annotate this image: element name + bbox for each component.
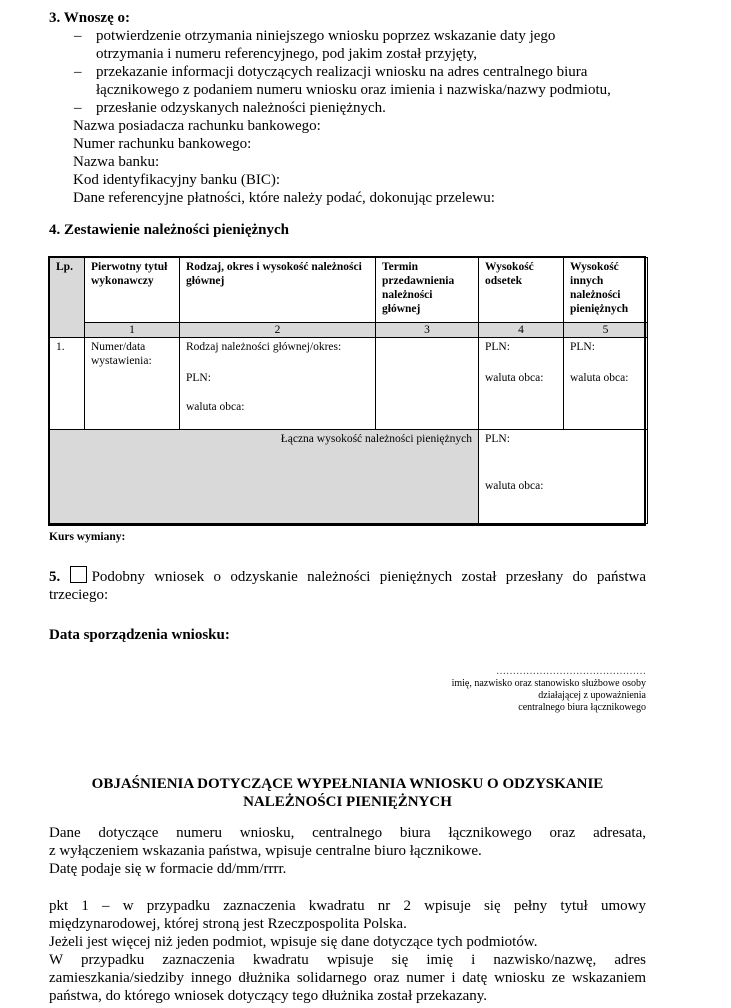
list-dash: – [74,64,82,80]
p1-line3: Datę podaje się w formacie dd/mm/rrrr. [49,861,287,877]
column-number: 4 [479,323,564,338]
section-5-text-line1: Podobny wniosek o odzyskanie należności pieniężnych został przesłany do państwa [91,569,647,585]
column-number: 2 [180,323,376,338]
p2-line4: W przypadku zaznaczenia kwadratu wpisuje się imię i nazwisko/nazwę, adres [49,952,646,968]
column-header-original-title: Pierwotny tytuł wykonawczy [85,258,180,323]
row-other-claims-field[interactable] [564,338,648,430]
column-number: 1 [85,323,180,338]
explanation-paragraph-1 [49,824,646,878]
list-dash: – [74,28,82,44]
similar-request-checkbox[interactable] [70,566,87,583]
explanations-title-line2: NALEŻNOŚCI PIENIĘŻNYCH [243,794,452,810]
bank-name-label: Nazwa banku: [73,154,160,170]
main-claim-foreign-label: waluta obca: [186,401,245,413]
list-item-1-line1: potwierdzenie otrzymania niniejszego wniosku poprzez wskazanie daty jego [96,28,556,44]
signature-dotted-line: ……………………………………… [496,666,646,677]
p2-line6: państwa, do którego wniosek dotyczący tego dłużnika został przekazany. [49,988,488,1004]
p2-line1: pkt 1 – w przypadku zaznaczenia kwadratu nr 2 wpisuje się pełny tytuł umowy [49,898,646,914]
bank-fields [73,117,495,207]
column-number-row [50,323,648,338]
p2-line2: międzynarodowej, której stroną jest Rzeczpospolita Polska. [49,916,407,932]
payment-reference-label: Dane referencyjne płatności, które należy podać, dokonując przelewu: [73,190,495,206]
main-claim-pln-label: PLN: [186,372,211,384]
row-lp: 1. [50,338,85,430]
column-header-main-claim: Rodzaj, okres i wysokość należności głównej [180,258,376,323]
section-3-list [0,27,731,117]
explanations-title [49,775,646,811]
explanations-title-line1: OBJAŚNIENIA DOTYCZĄCE WYPEŁNIANIA WNIOSKU O ODZYSKANIE [91,776,604,792]
section-5-text-line2: trzeciego: [49,587,109,603]
row-limitation-field[interactable] [376,338,479,430]
signature-block [380,666,646,714]
row-main-claim-field[interactable] [180,338,376,430]
list-item-3: przesłanie odzyskanych należności pieniężnych. [96,100,386,116]
section-3-heading: 3. Wnoszę o: [49,10,130,26]
exchange-rate-label: Kurs wymiany: [49,531,126,543]
main-claim-type-label: Rodzaj należności głównej/okres: [186,341,342,353]
table-row [50,338,648,430]
signature-caption-line2: działającej z upoważnienia [538,690,646,701]
total-label: Łączna wysokość należności pieniężnych [50,430,479,524]
table-header-row [50,258,648,323]
column-number: 3 [376,323,479,338]
bank-account-holder-label: Nazwa posiadacza rachunku bankowego: [73,118,321,134]
list-item-2-line2: łącznikowego z podaniem numeru wniosku oraz imienia i nazwiska/nazwy podmiotu, [96,82,611,98]
explanation-paragraph-2 [49,897,646,1005]
row-number-date-field[interactable]: Numer/data wystawienia: [85,338,180,430]
p1-line2: z wyłączeniem wskazania państwa, wpisuje centralne biuro łącznikowe. [49,843,482,859]
bank-account-number-label: Numer rachunku bankowego: [73,136,252,152]
total-foreign-label: waluta obca: [485,480,544,492]
list-dash: – [74,100,82,116]
section-5-number: 5. [49,569,61,585]
total-row [50,430,648,524]
signature-caption-line1: imię, nazwisko oraz stanowisko służbowe osoby [451,678,646,689]
total-pln-label: PLN: [485,433,510,445]
section-5 [49,566,646,604]
column-header-interest: Wysokość odsetek [479,258,564,323]
interest-foreign-label: waluta obca: [485,372,544,384]
p1-line1: Dane dotyczące numeru wniosku, centralnego biura łącznikowego oraz adresata, [49,825,646,841]
column-header-other-claims: Wysokość innych należności pieniężnych [564,258,648,323]
bic-code-label: Kod identyfikacyjny banku (BIC): [73,172,281,188]
other-foreign-label: waluta obca: [570,372,629,384]
section-4-heading: 4. Zestawienie należności pieniężnych [49,222,289,238]
p2-line5: zamieszkania/siedziby innego dłużnika solidarnego oraz numer i datę wniosku ze wskazaniem [49,970,646,986]
list-item-1-line2: otrzymania i numeru referencyjnego, pod jakim został przyjęty, [96,46,477,62]
signature-caption-line3: centralnego biura łącznikowego [518,702,646,713]
interest-pln-label: PLN: [485,341,510,353]
total-amount-field[interactable] [479,430,648,524]
column-header-lp: Lp. [50,258,85,338]
column-header-limitation-date: Termin przedawnienia należności głównej [376,258,479,323]
row-interest-field[interactable] [479,338,564,430]
p2-line3: Jeżeli jest więcej niż jeden podmiot, wpisuje się dane dotyczące tych podmiotów. [49,934,538,950]
column-number: 5 [564,323,648,338]
claims-table [49,257,648,524]
list-item-2-line1: przekazanie informacji dotyczących realizacji wniosku na adres centralnego biura [96,64,588,80]
date-of-request-label: Data sporządzenia wniosku: [49,627,230,643]
other-pln-label: PLN: [570,341,595,353]
